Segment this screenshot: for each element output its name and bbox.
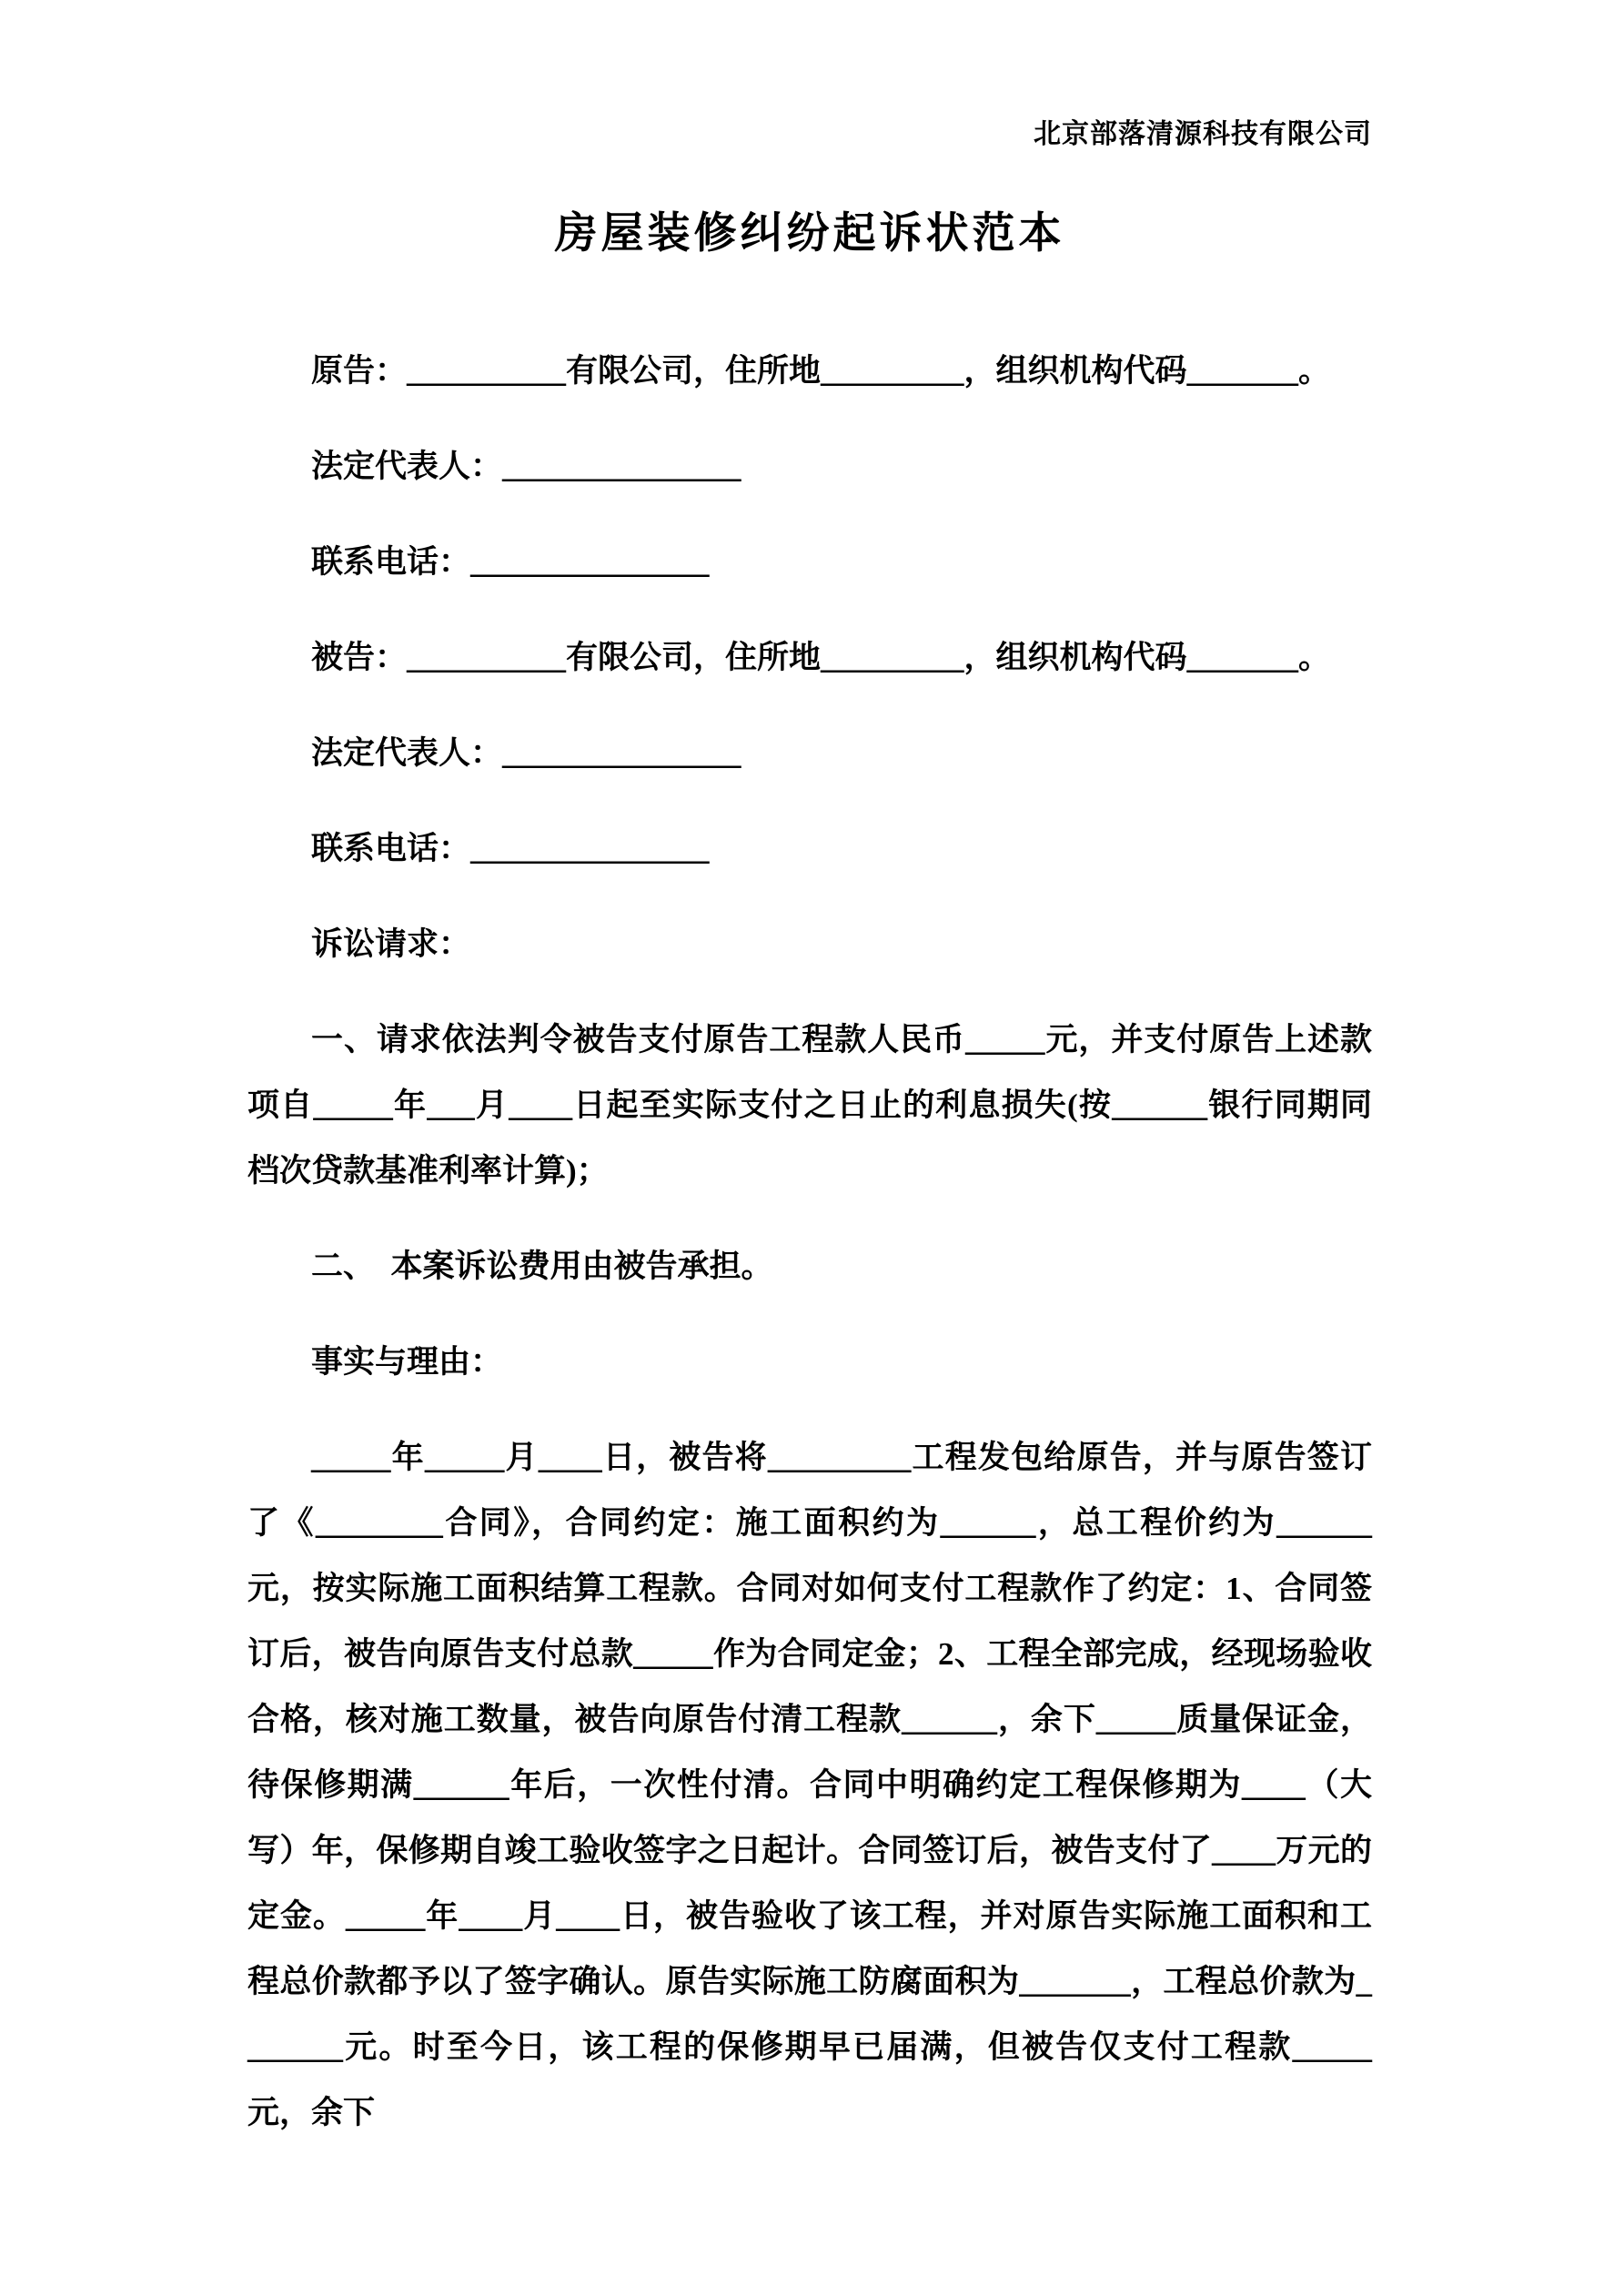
paragraph-plaintiff-phone: 联系电话：_______________ [311, 544, 710, 580]
paragraph-defendant-legal-rep: 法定代表人：_______________ [311, 735, 741, 771]
company-name-header: 北京部落清源科技有限公司 [1034, 119, 1372, 149]
paragraph-defendant-info: 被告：__________有限公司，住所地_________，组织机构代码_______。 [311, 640, 1331, 675]
paragraph-plaintiff-legal-rep: 法定代表人：_______________ [311, 449, 741, 484]
document-title: 房屋装修纠纷起诉状范本 [554, 210, 1065, 258]
document-body [0, 262, 1624, 2146]
paragraph-claim-2: 二、 本案诉讼费用由被告承担。 [311, 1249, 773, 1284]
heading-facts: 事实与理由： [311, 1344, 503, 1380]
paragraph-facts: _____年_____月____日，被告将_________工程发包给原告，并与原告签订了《________合同》，合同约定：施工面积约为______，总工程价约为______元，按实际施工面积结算工程款。合同对如何支付工程款作了约定：1、合同签订后，被告向原告支付总款_____作为合同定金；2、工程全部完成，经现场验收合格，核对施工数量，被告向原告付清工程款______，余下_____质量保证金，待保修期满______年后，一次性付清。合同中明确约定工程保修期为____（大写）年，保修期自竣工验收签字之日起计。合同签订后，被告支付了____万元的定金。_____年____月____日，被告验收了该工程，并对原告实际施工面积和工程总价款都予以了签字确认。原告实际施工防腐面积为_______，工程总价款为_______元。时至今日，该工程的保修期早已届满，但被告仅支付工程款_____元，余下 [247, 1440, 1372, 2130]
paragraph-plaintiff-info: 原告：__________有限公司，住所地_________，组织机构代码_______。 [311, 353, 1331, 389]
paragraph-claim-1: 一、请求依法判令被告支付原告工程款人民币_____元，并支付原告上述款项自_____年___月____日起至实际支付之日止的利息损失(按______银行同期同档次贷款基准利率计算)； [247, 1022, 1372, 1188]
heading-claims: 诉讼请求： [311, 926, 471, 962]
paragraph-defendant-phone: 联系电话：_______________ [311, 831, 710, 866]
